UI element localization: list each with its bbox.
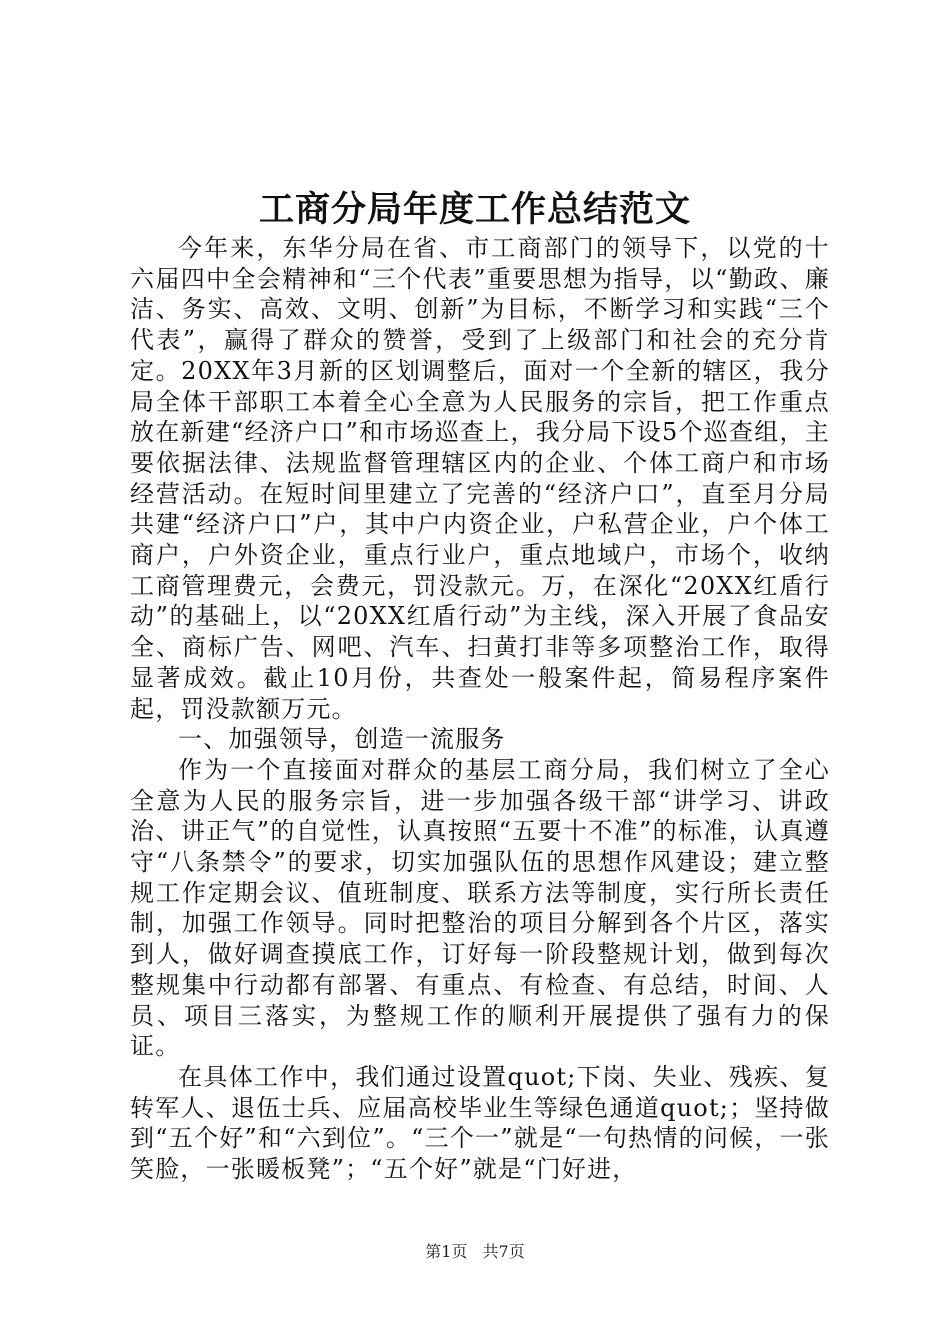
section-heading-1: 一、加强领导，创造一流服务 [178,725,506,754]
paragraph-intro: 今年来，东华分局在省、市工商部门的领导下，以党的十六届四中全会精神和“三个代表”重要思想为指导，以“勤政、廉洁、务实、高效、文明、创新”为目标，不断学习和实践“三个代表”，赢得了群众的赞誉，受到了上级部门和社会的充分肯定。20XX年3月新的区划调整后，面对一个全新的辖区，我分局全体干部职工本着全心全意为人民服务的宗旨，把工作重点放在新建“经济户口”和市场巡查上，我分局下设5个巡查组，主要依据法律、法规监督管理辖区内的企业、个体工商户和市场经营活动。在短时间里建立了完善的“经济户口”，直至月分局共建“经济户口”户，其中户内资企业，户私营企业，户个体工商户，户外资企业，重点行业户，重点地域户，市场个，收纳工商管理费元，会费元，罚没款元。万，在深化“20XX红盾行动”的基础上，以“20XX红盾行动”为主线，深入开展了食品安全、商标广告、网吧、汽车、扫黄打非等多项整治工作，取得显著成效。截止10月份，共查处一般案件起，简易程序案件起，罚没款额万元。 [130,234,830,723]
page-total: 共7页 [482,1242,525,1261]
paragraph-leadership: 作为一个直接面对群众的基层工商分局，我们树立了全心全意为人民的服务宗旨，进一步加强各级干部“讲学习、讲政治、讲正气”的自觉性，认真按照“五要十不准”的标准，认真遵守“八条禁令”的要求，切实加强队伍的思想作风建设；建立整规工作定期会议、值班制度、联系方法等制度，实行所长责任制，加强工作领导。同时把整治的项目分解到各个片区，落实到人，做好调查摸底工作，订好每一阶段整规计划，做到每次整规集中行动都有部署、有重点、有检查、有总结，时间、人员、项目三落实，为整规工作的顺利开展提供了强有力的保证。 [130,755,830,1061]
paragraph-specific-work: 在具体工作中，我们通过设置quot;下岗、失业、残疾、复转军人、退伍士兵、应届高校毕业生等绿色通道quot;；坚持做到“五个好”和“六到位”。“三个一”就是“一句热情的问候，一张笑脸，一张暖板凳”；“五个好”就是“门好进， [130,1062,830,1184]
page-footer [0,1240,950,1264]
document-body [130,233,830,1185]
page-number: 第1页 [425,1242,468,1261]
document-title: 工商分局年度工作总结范文 [258,189,691,230]
